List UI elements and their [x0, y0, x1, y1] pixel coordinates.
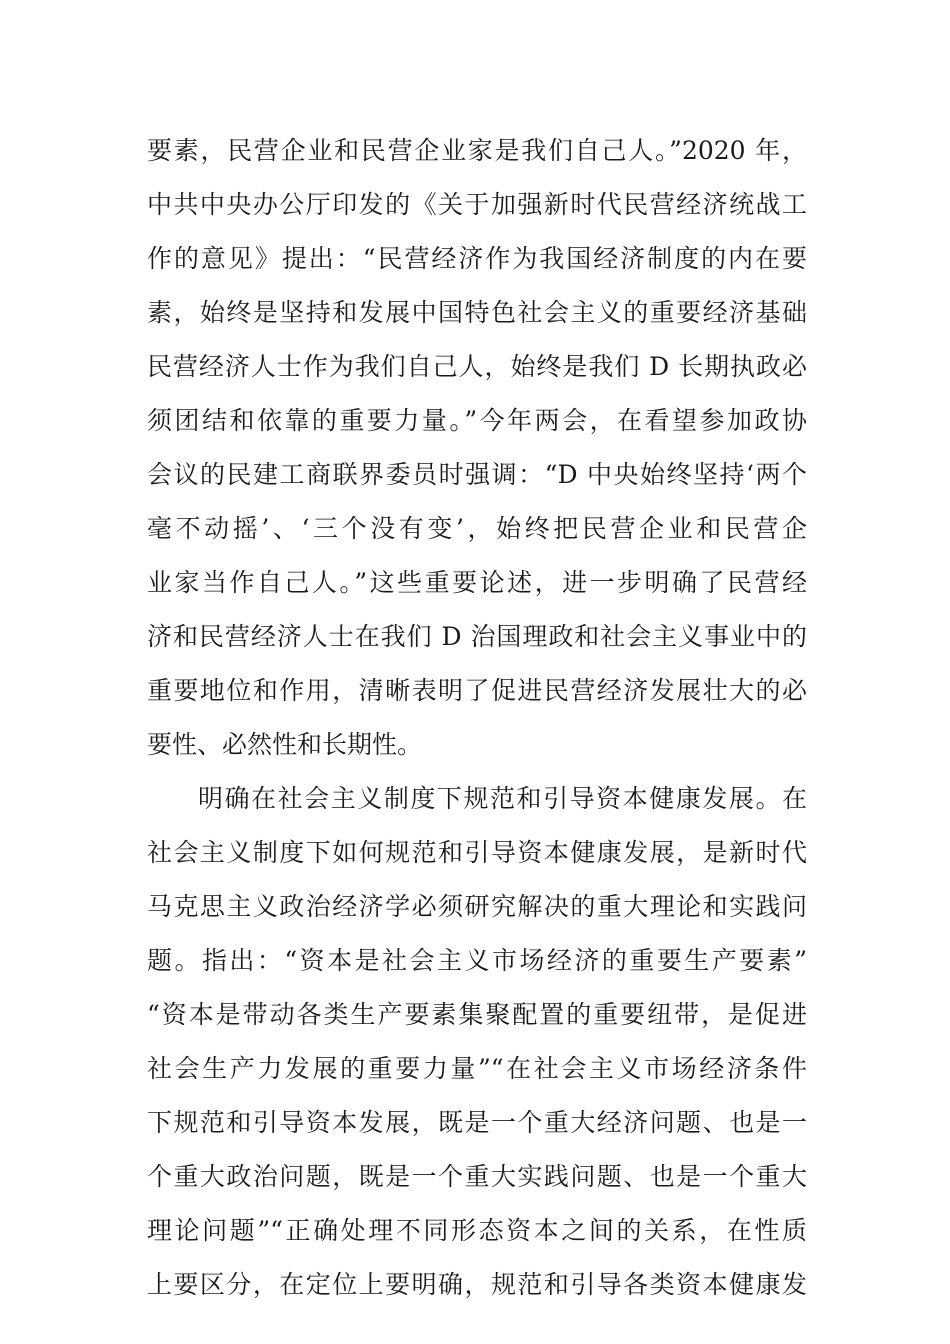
text-line: 素，始终是坚持和发展中国特色社会主义的重要经济基础	[147, 298, 807, 327]
paragraph-first-line: 明确在社会主义制度下规范和引导资本健康发展。在	[198, 784, 807, 813]
text-line: “资本是带动各类生产要素集聚配置的重要纽带，是促进	[147, 1000, 807, 1029]
text-line: 中共中央办公厅印发的《关于加强新时代民营经济统战工	[147, 190, 807, 219]
text-line: 会议的民建工商联界委员时强调：“D 中央始终坚持‘两个	[147, 460, 807, 489]
text-line: 个重大政治问题，既是一个重大实践问题、也是一个重大	[147, 1162, 807, 1191]
text-line: 须团结和依靠的重要力量。”今年两会，在看望参加政协	[147, 406, 807, 435]
text-line: 毫不动摇’、‘三个没有变’，始终把民营企业和民营企	[147, 514, 807, 543]
text-line: 要素，民营企业和民营企业家是我们自己人。”2020 年，	[147, 136, 807, 165]
text-line: 下规范和引导资本发展，既是一个重大经济问题、也是一	[147, 1108, 807, 1137]
text-line: 济和民营经济人士在我们 D 治国理政和社会主义事业中的	[147, 622, 807, 651]
text-line: 马克思主义政治经济学必须研究解决的重大理论和实践问	[147, 892, 807, 921]
text-line: 题。指出：“资本是社会主义市场经济的重要生产要素”	[147, 946, 807, 975]
text-line: 上要区分，在定位上要明确，规范和引导各类资本健康发	[147, 1270, 807, 1299]
text-line: 社会主义制度下如何规范和引导资本健康发展，是新时代	[147, 838, 807, 867]
paragraph-end-line: 要性、必然性和长期性。	[147, 730, 423, 759]
text-line: 理论问题”“正确处理不同形态资本之间的关系，在性质	[147, 1216, 807, 1245]
text-line: 业家当作自己人。”这些重要论述，进一步明确了民营经	[147, 568, 807, 597]
text-line: 民营经济人士作为我们自己人，始终是我们 D 长期执政必	[147, 352, 807, 381]
text-line: 重要地位和作用，清晰表明了促进民营经济发展壮大的必	[147, 676, 807, 705]
text-line: 作的意见》提出：“民营经济作为我国经济制度的内在要	[147, 244, 807, 273]
text-line: 社会生产力发展的重要力量”“在社会主义市场经济条件	[147, 1054, 807, 1083]
